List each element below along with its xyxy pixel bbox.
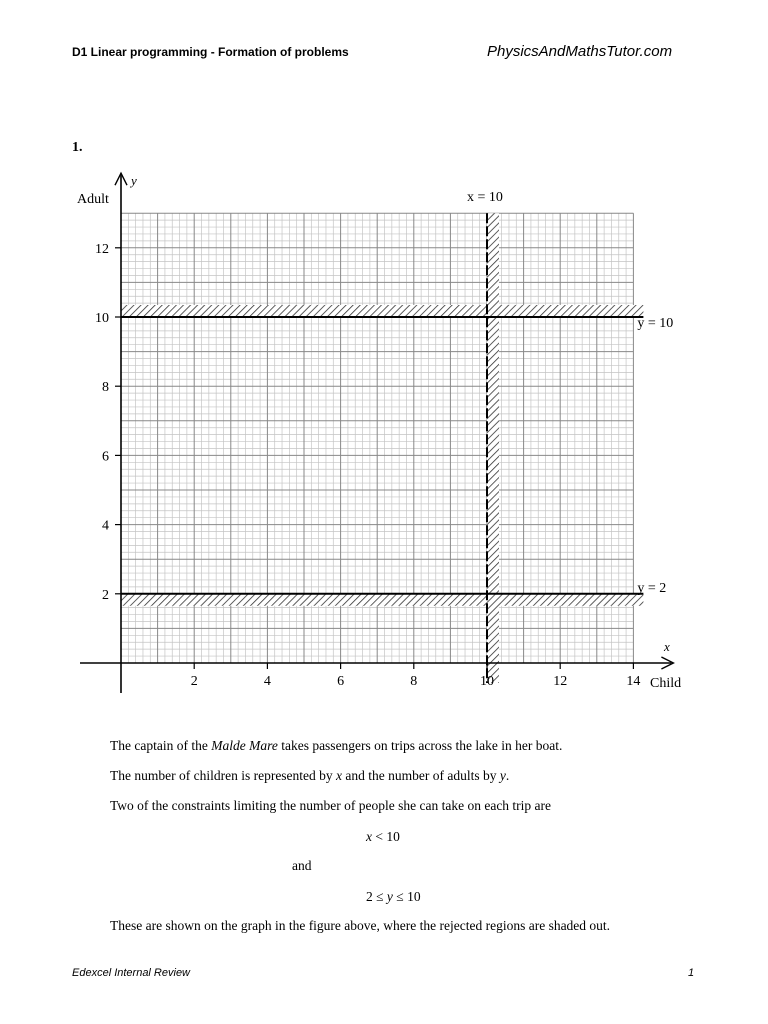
var-x: x <box>366 829 372 844</box>
boat-name: Malde Mare <box>211 738 278 753</box>
text-fragment: 2 ≤ <box>366 889 387 904</box>
and-word: and <box>292 858 312 873</box>
x-tick-label: 14 <box>626 674 641 689</box>
x-axis-symbol: x <box>664 639 670 654</box>
x-tick-label: 8 <box>410 674 418 689</box>
hatch-band-horizontal <box>121 594 643 606</box>
y-axis-symbol: y <box>131 173 137 188</box>
line-label: y = 10 <box>637 316 674 331</box>
footer-source: Edexcel Internal Review <box>72 967 191 979</box>
y-tick-label: 4 <box>102 518 109 534</box>
var-y: y <box>499 768 506 783</box>
hatch-band-horizontal <box>121 305 643 317</box>
text-fragment: The number of children is represented by <box>110 768 337 783</box>
paragraph-constraints: Two of the constraints limiting the number of people she can take on each trip are <box>110 798 552 813</box>
var-y: y <box>386 889 393 904</box>
text-fragment: . <box>505 768 510 783</box>
y-tick-label: 8 <box>102 380 109 396</box>
text-fragment: The captain of the <box>110 738 212 753</box>
paragraph-variables <box>110 768 509 784</box>
axis-labels <box>77 173 681 691</box>
x-tick-label: 12 <box>553 674 568 689</box>
line-label: y = 2 <box>637 580 667 596</box>
paragraph-shading: These are shown on the graph in the figure above, where the rejected regions are shaded out. <box>110 918 611 933</box>
text-fragment: takes passengers on trips across the lake in her boat. <box>277 738 563 753</box>
constraint-x <box>366 829 400 845</box>
text-fragment: ≤ 10 <box>392 889 421 904</box>
y-tick-label: 12 <box>95 241 109 257</box>
document-title: D1 Linear programming - Formation of problems <box>72 45 349 59</box>
x-axis-label: Child <box>650 676 682 691</box>
hatch-band-vertical <box>487 213 499 683</box>
constraint-lines <box>121 213 643 683</box>
line-label: x = 10 <box>467 190 503 206</box>
y-tick-label: 2 <box>102 587 109 603</box>
constraint-y <box>366 889 421 905</box>
site-name: PhysicsAndMathsTutor.com <box>487 43 673 60</box>
x-tick-label: 2 <box>190 674 198 689</box>
var-x: x <box>336 768 343 783</box>
rejected-regions <box>121 213 643 683</box>
y-tick-label: 10 <box>95 311 109 326</box>
x-tick-label: 10 <box>480 674 494 689</box>
x-tick-label: 4 <box>263 674 271 689</box>
y-tick-label: 6 <box>102 449 109 465</box>
paragraph-captain <box>110 738 562 754</box>
text-fragment: < 10 <box>372 829 400 844</box>
question-number: 1. <box>72 140 83 155</box>
page-number: 1 <box>688 967 695 979</box>
x-tick-label: 6 <box>337 674 345 689</box>
text-fragment: and the number of adults by <box>342 768 500 783</box>
y-axis-label: Adult <box>77 192 109 207</box>
